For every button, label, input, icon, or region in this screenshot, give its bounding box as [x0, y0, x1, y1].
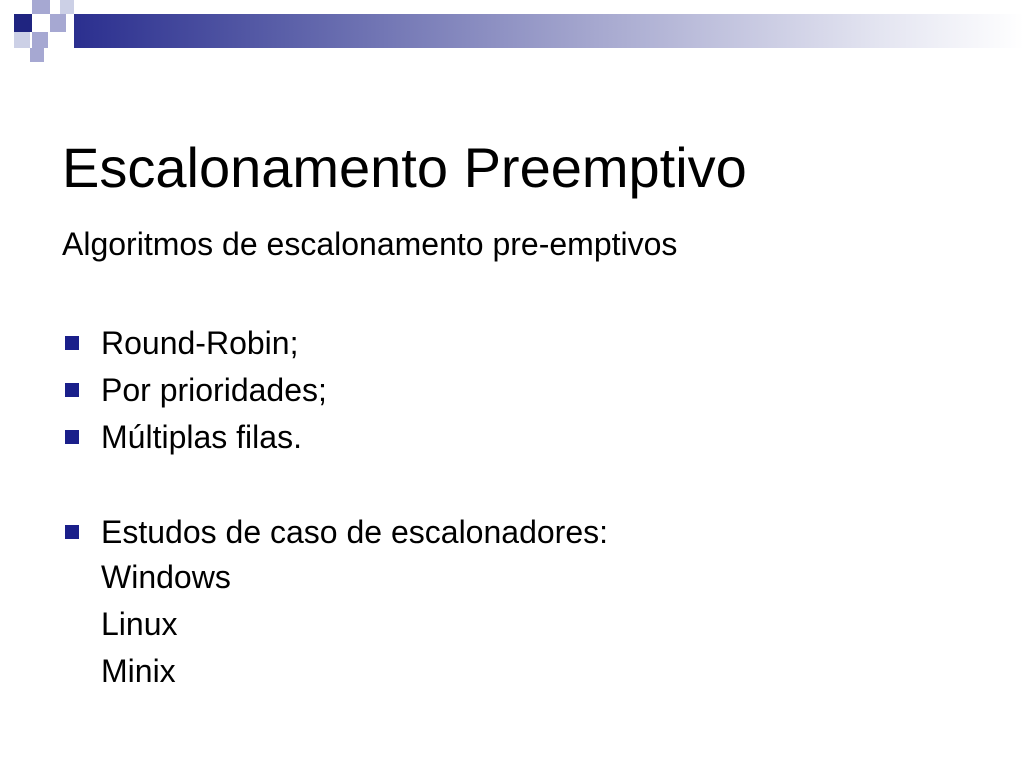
list-item-text: Estudos de caso de escalonadores: — [101, 514, 608, 550]
decor-square-icon — [14, 32, 30, 48]
list-item-text: Round-Robin; — [101, 325, 299, 361]
slide-title: Escalonamento Preemptivo — [62, 135, 747, 199]
case-study-item: Minix — [101, 653, 176, 689]
list-item-text: Múltiplas filas. — [101, 419, 302, 455]
decor-square-icon — [14, 14, 32, 32]
case-study-item: Linux — [101, 606, 178, 642]
square-bullet-icon — [65, 430, 79, 444]
header-gradient-bar — [74, 14, 1024, 48]
decor-square-icon — [32, 0, 50, 14]
list-item — [62, 509, 608, 556]
list-item-text: Por prioridades; — [101, 372, 327, 408]
decor-square-icon — [30, 48, 44, 62]
square-bullet-icon — [65, 525, 79, 539]
square-bullet-icon — [65, 383, 79, 397]
decor-square-icon — [50, 14, 66, 32]
case-study-item: Windows — [101, 559, 231, 595]
square-bullet-icon — [65, 336, 79, 350]
header-decoration — [0, 0, 1024, 70]
list-spacer — [62, 461, 608, 509]
list-item — [62, 414, 608, 461]
slide-subtitle: Algoritmos de escalonamento pre-emptivos — [62, 226, 678, 262]
bullet-list — [62, 320, 608, 556]
case-study-list — [101, 554, 231, 695]
decor-square-icon — [60, 0, 74, 14]
decor-square-icon — [32, 32, 48, 48]
list-item — [62, 320, 608, 367]
list-item — [62, 367, 608, 414]
